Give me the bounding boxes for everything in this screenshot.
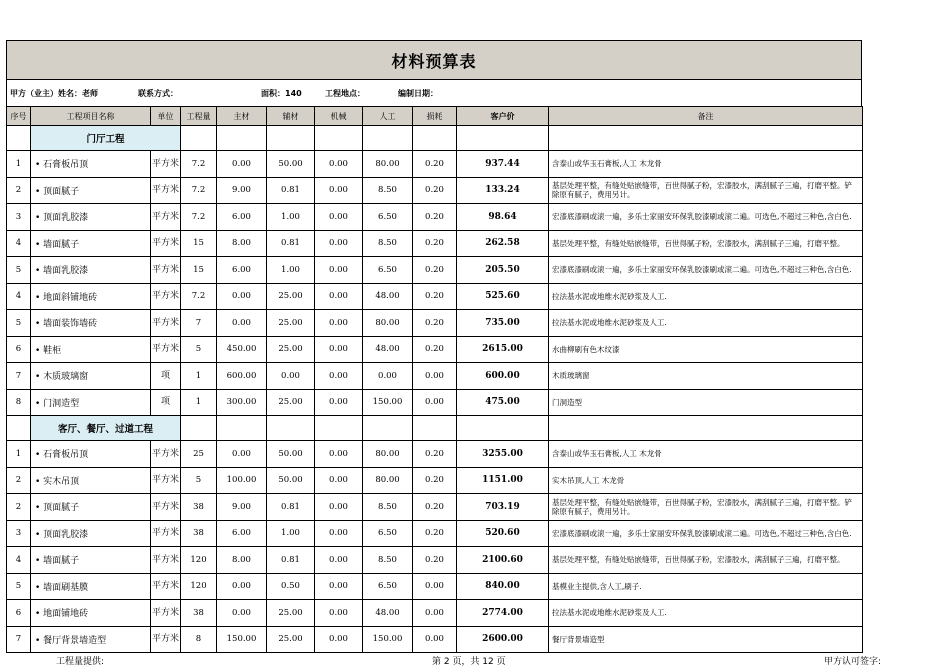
labor-cell: 6.50 — [363, 573, 413, 600]
labor-cell: 6.50 — [363, 204, 413, 231]
table-row — [7, 441, 863, 468]
unit-cell: 平方米 — [151, 336, 181, 363]
machinery-cell: 0.00 — [315, 204, 363, 231]
row-number: 7 — [7, 626, 31, 653]
empty-cell — [363, 126, 413, 151]
table-row — [7, 283, 863, 310]
client-price-cell: 2615.00 — [457, 336, 549, 363]
loss-cell: 0.20 — [413, 257, 457, 284]
budget-table — [6, 106, 863, 653]
aux-material-cell: 25.00 — [267, 626, 315, 653]
machinery-cell: 0.00 — [315, 389, 363, 416]
quantity-cell: 120 — [181, 547, 217, 574]
main-material-cell: 0.00 — [217, 600, 267, 627]
labor-cell: 150.00 — [363, 626, 413, 653]
labor-cell: 80.00 — [363, 441, 413, 468]
row-number: 7 — [7, 363, 31, 390]
machinery-cell: 0.00 — [315, 467, 363, 494]
quantity-cell: 7.2 — [181, 204, 217, 231]
section-header-row — [7, 416, 863, 441]
unit-cell: 平方米 — [151, 547, 181, 574]
section-title: 客厅、餐厅、过道工程 — [31, 416, 181, 441]
budget-sheet — [6, 40, 862, 653]
row-number: 2 — [7, 467, 31, 494]
aux-material-cell: 25.00 — [267, 283, 315, 310]
empty-cell — [217, 126, 267, 151]
machinery-cell: 0.00 — [315, 336, 363, 363]
labor-cell: 8.50 — [363, 494, 413, 521]
empty-cell — [181, 416, 217, 441]
remark-cell: 基层处理平整，有缝处贴嵌缝带，百世得腻子粉，宏漆胶水，满刮腻子三遍，打磨平整。铲除原有腻子，费用另计。 — [549, 494, 863, 521]
project-info-bar — [6, 79, 862, 106]
remark-cell: 拉法基水泥或地维水泥砂浆及人工. — [549, 310, 863, 337]
contact-info: 联系方式： — [138, 88, 178, 98]
client-price-cell: 475.00 — [457, 389, 549, 416]
machinery-cell: 0.00 — [315, 283, 363, 310]
labor-cell: 0.00 — [363, 363, 413, 390]
loss-cell: 0.20 — [413, 151, 457, 178]
header-cell: 机械 — [315, 107, 363, 126]
remark-cell: 宏漆底漆刷或滚一遍，多乐士家丽安环保乳胶漆刷或滚二遍。可选色,不超过三种色,含白色. — [549, 520, 863, 547]
client-price-cell: 520.60 — [457, 520, 549, 547]
empty-cell — [181, 126, 217, 151]
machinery-cell: 0.00 — [315, 310, 363, 337]
item-name: • 门洞造型 — [31, 389, 151, 416]
date-info: 编制日期： — [398, 88, 438, 98]
unit-cell: 平方米 — [151, 177, 181, 204]
main-material-cell: 0.00 — [217, 441, 267, 468]
empty-cell — [457, 416, 549, 441]
remark-cell: 含泰山或华玉石膏板,人工 木龙骨 — [549, 441, 863, 468]
table-row — [7, 310, 863, 337]
client-name: 甲方（业主）姓名：老师 — [10, 88, 98, 98]
labor-cell: 80.00 — [363, 151, 413, 178]
loss-cell: 0.20 — [413, 467, 457, 494]
machinery-cell: 0.00 — [315, 230, 363, 257]
empty-cell — [315, 416, 363, 441]
loss-cell: 0.20 — [413, 547, 457, 574]
header-cell: 工程项目名称 — [31, 107, 151, 126]
main-material-cell: 9.00 — [217, 177, 267, 204]
main-material-cell: 6.00 — [217, 204, 267, 231]
empty-cell — [7, 416, 31, 441]
unit-cell: 平方米 — [151, 573, 181, 600]
machinery-cell: 0.00 — [315, 257, 363, 284]
remark-cell: 餐厅背景墙造型 — [549, 626, 863, 653]
header-cell: 序号 — [7, 107, 31, 126]
table-row — [7, 204, 863, 231]
aux-material-cell: 0.81 — [267, 177, 315, 204]
unit-cell: 平方米 — [151, 204, 181, 231]
labor-cell: 6.50 — [363, 257, 413, 284]
item-name: • 地面斜铺地砖 — [31, 283, 151, 310]
unit-cell: 平方米 — [151, 441, 181, 468]
loss-cell: 0.00 — [413, 626, 457, 653]
item-name: • 墙面腻子 — [31, 230, 151, 257]
row-number: 5 — [7, 257, 31, 284]
main-material-cell: 6.00 — [217, 520, 267, 547]
empty-cell — [217, 416, 267, 441]
aux-material-cell: 1.00 — [267, 520, 315, 547]
client-price-cell: 98.64 — [457, 204, 549, 231]
quantity-cell: 8 — [181, 626, 217, 653]
client-price-cell: 2100.60 — [457, 547, 549, 574]
aux-material-cell: 0.81 — [267, 547, 315, 574]
item-name: • 木质玻璃窗 — [31, 363, 151, 390]
aux-material-cell: 0.81 — [267, 494, 315, 521]
loss-cell: 0.20 — [413, 177, 457, 204]
table-row — [7, 389, 863, 416]
remark-cell: 水曲柳刷有色木纹漆 — [549, 336, 863, 363]
quantity-cell: 1 — [181, 389, 217, 416]
table-row — [7, 520, 863, 547]
quantity-cell: 38 — [181, 520, 217, 547]
table-row — [7, 494, 863, 521]
client-price-cell: 600.00 — [457, 363, 549, 390]
remark-cell: 拉法基水泥或地维水泥砂浆及人工. — [549, 283, 863, 310]
unit-cell: 平方米 — [151, 520, 181, 547]
machinery-cell: 0.00 — [315, 573, 363, 600]
main-material-cell: 300.00 — [217, 389, 267, 416]
labor-cell: 80.00 — [363, 467, 413, 494]
remark-cell: 门洞造型 — [549, 389, 863, 416]
main-material-cell: 8.00 — [217, 230, 267, 257]
item-name: • 墙面装饰墙砖 — [31, 310, 151, 337]
header-cell: 客户价 — [457, 107, 549, 126]
main-material-cell: 8.00 — [217, 547, 267, 574]
sheet-title: 材料预算表 — [391, 51, 477, 71]
empty-cell — [267, 416, 315, 441]
machinery-cell: 0.00 — [315, 520, 363, 547]
main-material-cell: 0.00 — [217, 151, 267, 178]
empty-cell — [457, 126, 549, 151]
loss-cell: 0.20 — [413, 336, 457, 363]
row-number: 6 — [7, 600, 31, 627]
page-number: 第 2 页，共 12 页 — [432, 657, 506, 667]
header-cell: 备注 — [549, 107, 863, 126]
remark-cell: 基层处理平整，有缝处贴嵌缝带，百世得腻子粉，宏漆胶水，满刮腻子三遍，打磨平整。铲除原有腻子，费用另计。 — [549, 177, 863, 204]
header-cell: 主材 — [217, 107, 267, 126]
header-cell: 单位 — [151, 107, 181, 126]
area-info: 面积：140 — [261, 88, 302, 98]
machinery-cell: 0.00 — [315, 600, 363, 627]
loss-cell: 0.00 — [413, 389, 457, 416]
item-name: • 顶面腻子 — [31, 494, 151, 521]
aux-material-cell: 50.00 — [267, 441, 315, 468]
machinery-cell: 0.00 — [315, 547, 363, 574]
row-number: 3 — [7, 520, 31, 547]
labor-cell: 150.00 — [363, 389, 413, 416]
client-price-cell: 937.44 — [457, 151, 549, 178]
item-name: • 墙面刷基膜 — [31, 573, 151, 600]
row-number: 5 — [7, 310, 31, 337]
empty-cell — [267, 126, 315, 151]
empty-cell — [315, 126, 363, 151]
main-material-cell: 100.00 — [217, 467, 267, 494]
loss-cell: 0.20 — [413, 441, 457, 468]
table-row — [7, 626, 863, 653]
empty-cell — [7, 126, 31, 151]
row-number: 3 — [7, 204, 31, 231]
row-number: 5 — [7, 573, 31, 600]
item-name: • 顶面乳胶漆 — [31, 204, 151, 231]
quantity-cell: 120 — [181, 573, 217, 600]
labor-cell: 48.00 — [363, 336, 413, 363]
loss-cell: 0.00 — [413, 363, 457, 390]
section-header-row — [7, 126, 863, 151]
aux-material-cell: 0.00 — [267, 363, 315, 390]
client-price-cell: 703.19 — [457, 494, 549, 521]
item-name: • 餐厅背景墙造型 — [31, 626, 151, 653]
location-info: 工程地点： — [325, 88, 365, 98]
loss-cell: 0.20 — [413, 283, 457, 310]
empty-cell — [549, 416, 863, 441]
row-number: 6 — [7, 336, 31, 363]
unit-cell: 平方米 — [151, 310, 181, 337]
empty-cell — [413, 416, 457, 441]
client-price-cell: 1151.00 — [457, 467, 549, 494]
row-number: 2 — [7, 177, 31, 204]
table-row — [7, 467, 863, 494]
client-price-cell: 262.58 — [457, 230, 549, 257]
table-row — [7, 600, 863, 627]
labor-cell: 8.50 — [363, 230, 413, 257]
page-footer — [0, 654, 950, 672]
remark-cell: 宏漆底漆刷或滚一遍，多乐士家丽安环保乳胶漆刷或滚二遍。可选色,不超过三种色,含白色. — [549, 257, 863, 284]
remark-cell: 基层处理平整，有缝处贴嵌缝带，百世得腻子粉，宏漆胶水，满刮腻子三遍，打磨平整。 — [549, 230, 863, 257]
header-cell: 辅材 — [267, 107, 315, 126]
machinery-cell: 0.00 — [315, 626, 363, 653]
quantity-cell: 7.2 — [181, 283, 217, 310]
quantity-cell: 38 — [181, 494, 217, 521]
footer-left: 工程量提供: — [56, 657, 105, 667]
item-name: • 石膏板吊顶 — [31, 151, 151, 178]
remark-cell: 基层处理平整，有缝处贴嵌缝带，百世得腻子粉，宏漆胶水，满刮腻子三遍，打磨平整。 — [549, 547, 863, 574]
table-row — [7, 573, 863, 600]
loss-cell: 0.20 — [413, 494, 457, 521]
table-row — [7, 547, 863, 574]
section-title: 门厅工程 — [31, 126, 181, 151]
remark-cell: 含泰山或华玉石膏板,人工 木龙骨 — [549, 151, 863, 178]
labor-cell: 6.50 — [363, 520, 413, 547]
machinery-cell: 0.00 — [315, 441, 363, 468]
machinery-cell: 0.00 — [315, 151, 363, 178]
unit-cell: 项 — [151, 363, 181, 390]
loss-cell: 0.20 — [413, 204, 457, 231]
row-number: 1 — [7, 441, 31, 468]
item-name: • 地面铺地砖 — [31, 600, 151, 627]
unit-cell: 平方米 — [151, 151, 181, 178]
unit-cell: 平方米 — [151, 230, 181, 257]
main-material-cell: 600.00 — [217, 363, 267, 390]
machinery-cell: 0.00 — [315, 494, 363, 521]
loss-cell: 0.20 — [413, 230, 457, 257]
header-cell: 人工 — [363, 107, 413, 126]
header-cell: 损耗 — [413, 107, 457, 126]
table-row — [7, 230, 863, 257]
empty-cell — [413, 126, 457, 151]
main-material-cell: 150.00 — [217, 626, 267, 653]
labor-cell: 48.00 — [363, 600, 413, 627]
client-price-cell: 133.24 — [457, 177, 549, 204]
loss-cell: 0.20 — [413, 310, 457, 337]
aux-material-cell: 0.50 — [267, 573, 315, 600]
unit-cell: 平方米 — [151, 626, 181, 653]
labor-cell: 48.00 — [363, 283, 413, 310]
remark-cell: 宏漆底漆刷或滚一遍，多乐士家丽安环保乳胶漆刷或滚二遍。可选色,不超过三种色,含白色. — [549, 204, 863, 231]
header-cell: 工程量 — [181, 107, 217, 126]
aux-material-cell: 1.00 — [267, 204, 315, 231]
item-name: • 实木吊顶 — [31, 467, 151, 494]
main-material-cell: 0.00 — [217, 283, 267, 310]
quantity-cell: 5 — [181, 467, 217, 494]
table-row — [7, 363, 863, 390]
item-name: • 顶面乳胶漆 — [31, 520, 151, 547]
quantity-cell: 1 — [181, 363, 217, 390]
item-name: • 顶面腻子 — [31, 177, 151, 204]
item-name: • 墙面乳胶漆 — [31, 257, 151, 284]
remark-cell: 拉法基水泥或地维水泥砂浆及人工. — [549, 600, 863, 627]
client-price-cell: 2600.00 — [457, 626, 549, 653]
loss-cell: 0.00 — [413, 600, 457, 627]
machinery-cell: 0.00 — [315, 177, 363, 204]
item-name: • 墙面腻子 — [31, 547, 151, 574]
header-row — [7, 107, 863, 126]
aux-material-cell: 25.00 — [267, 336, 315, 363]
unit-cell: 项 — [151, 389, 181, 416]
remark-cell: 木质玻璃窗 — [549, 363, 863, 390]
table-row — [7, 257, 863, 284]
row-number: 4 — [7, 283, 31, 310]
table-row — [7, 336, 863, 363]
main-material-cell: 9.00 — [217, 494, 267, 521]
quantity-cell: 5 — [181, 336, 217, 363]
main-material-cell: 0.00 — [217, 573, 267, 600]
row-number: 8 — [7, 389, 31, 416]
aux-material-cell: 25.00 — [267, 600, 315, 627]
unit-cell: 平方米 — [151, 494, 181, 521]
table-body — [7, 126, 863, 653]
remark-cell: 基模业主提供,含人工,刷子. — [549, 573, 863, 600]
item-name: • 石膏板吊顶 — [31, 441, 151, 468]
quantity-cell: 15 — [181, 230, 217, 257]
labor-cell: 8.50 — [363, 177, 413, 204]
quantity-cell: 7 — [181, 310, 217, 337]
empty-cell — [549, 126, 863, 151]
aux-material-cell: 25.00 — [267, 310, 315, 337]
loss-cell: 0.20 — [413, 520, 457, 547]
main-material-cell: 450.00 — [217, 336, 267, 363]
remark-cell: 实木吊顶,人工 木龙骨 — [549, 467, 863, 494]
quantity-cell: 25 — [181, 441, 217, 468]
loss-cell: 0.00 — [413, 573, 457, 600]
item-name: • 鞋柜 — [31, 336, 151, 363]
labor-cell: 80.00 — [363, 310, 413, 337]
row-number: 4 — [7, 547, 31, 574]
quantity-cell: 38 — [181, 600, 217, 627]
quantity-cell: 15 — [181, 257, 217, 284]
client-price-cell: 735.00 — [457, 310, 549, 337]
row-number: 1 — [7, 151, 31, 178]
aux-material-cell: 0.81 — [267, 230, 315, 257]
client-price-cell: 205.50 — [457, 257, 549, 284]
machinery-cell: 0.00 — [315, 363, 363, 390]
quantity-cell: 7.2 — [181, 177, 217, 204]
client-price-cell: 525.60 — [457, 283, 549, 310]
row-number: 2 — [7, 494, 31, 521]
aux-material-cell: 25.00 — [267, 389, 315, 416]
labor-cell: 8.50 — [363, 547, 413, 574]
empty-cell — [363, 416, 413, 441]
unit-cell: 平方米 — [151, 600, 181, 627]
quantity-cell: 7.2 — [181, 151, 217, 178]
sheet-title-bar — [6, 40, 862, 79]
unit-cell: 平方米 — [151, 283, 181, 310]
main-material-cell: 0.00 — [217, 310, 267, 337]
table-row — [7, 177, 863, 204]
aux-material-cell: 50.00 — [267, 151, 315, 178]
client-price-cell: 2774.00 — [457, 600, 549, 627]
footer-right: 甲方认可签字: — [824, 657, 882, 667]
aux-material-cell: 50.00 — [267, 467, 315, 494]
client-price-cell: 840.00 — [457, 573, 549, 600]
aux-material-cell: 1.00 — [267, 257, 315, 284]
unit-cell: 平方米 — [151, 257, 181, 284]
row-number: 4 — [7, 230, 31, 257]
main-material-cell: 6.00 — [217, 257, 267, 284]
client-price-cell: 3255.00 — [457, 441, 549, 468]
table-row — [7, 151, 863, 178]
unit-cell: 平方米 — [151, 467, 181, 494]
